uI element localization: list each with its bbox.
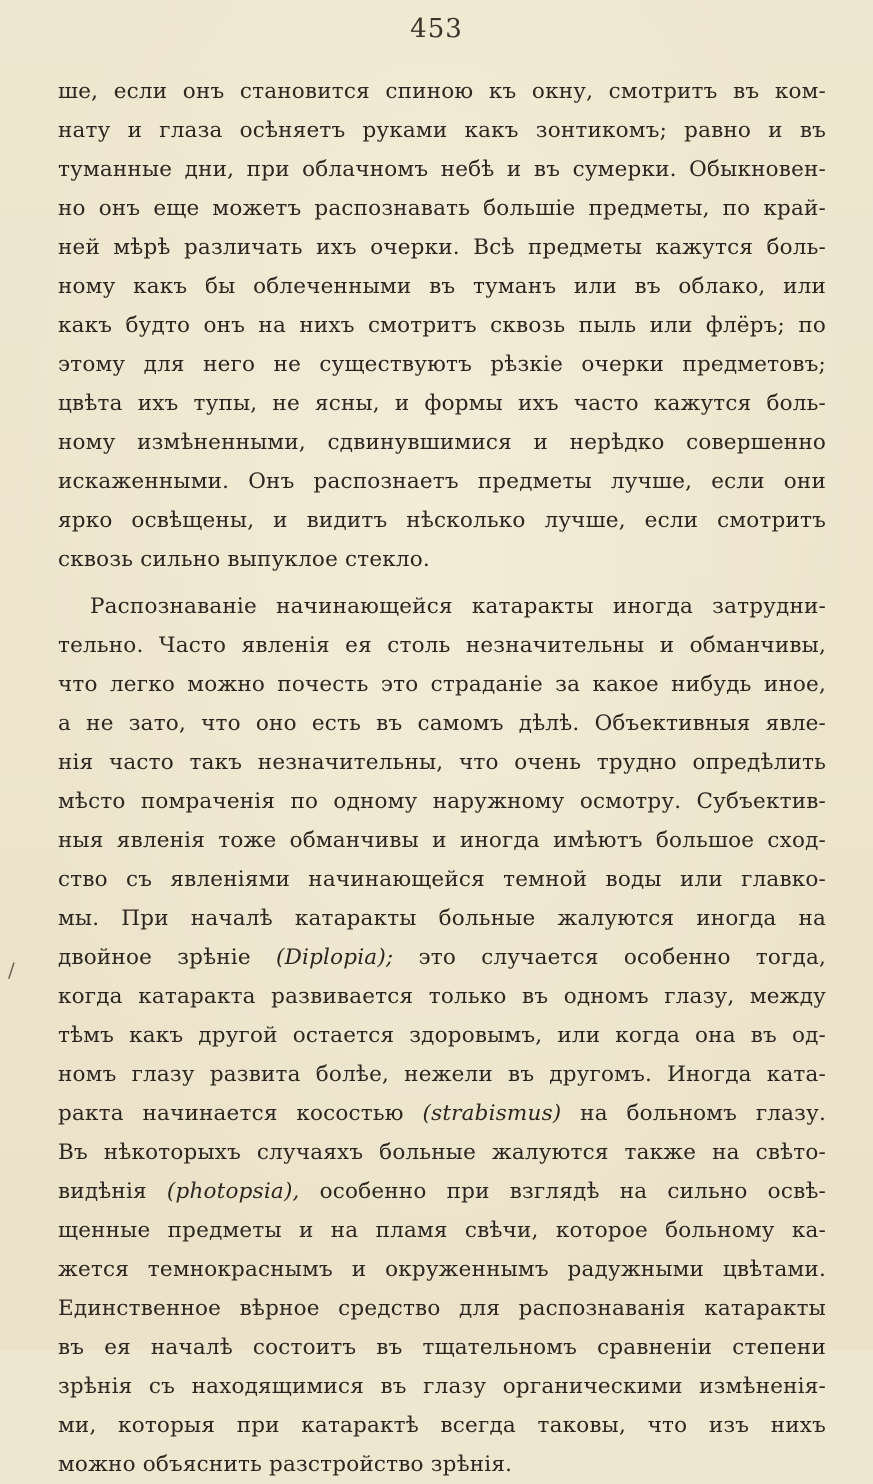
text-line: Въ нѣкоторыхъ случаяхъ больные жалуются также на свѣто- — [58, 1140, 826, 1165]
text-line: ному какъ бы облеченными въ туманъ или въ облако, или — [58, 274, 826, 299]
text-segment: особенно при взглядѣ на сильно освѣ- — [299, 1179, 827, 1204]
text-line: тѣмъ какъ другой остается здоровымъ, или когда она въ од- — [58, 1023, 826, 1048]
latin-term-photopsia: (photopsia), — [166, 1179, 300, 1204]
margin-pencil-mark: / — [8, 958, 15, 982]
text-line: номъ глазу развита болѣе, нежели въ другомъ. Иногда ката- — [58, 1062, 826, 1087]
text-segment: ракта начинается косостью — [58, 1101, 423, 1126]
text-segment: на больномъ глазу. — [561, 1101, 826, 1126]
text-segment: это случается особенно тогда, — [393, 945, 826, 970]
text-line: нату и глаза осѣняетъ руками какъ зонтикомъ; равно и въ — [58, 118, 826, 143]
text-line: въ ея началѣ состоитъ въ тщательномъ сравненіи степени — [58, 1335, 826, 1360]
text-line: мѣсто помраченія по одному наружному осмотру. Субъектив- — [58, 789, 826, 814]
text-line: жется темнокраснымъ и окруженнымъ радужными цвѣтами. — [58, 1257, 826, 1282]
text-line: ше, если онъ становится спиною къ окну, смотритъ въ ком- — [58, 79, 826, 104]
text-line: тельно. Часто явленія ея столь незначительны и обманчивы, — [58, 633, 826, 658]
body-text — [58, 72, 826, 1484]
text-line: когда катаракта развивается только въ одномъ глазу, между — [58, 984, 826, 1009]
text-line: Единственное вѣрное средство для распознаванія катаракты — [58, 1296, 826, 1321]
text-line: ней мѣрѣ различать ихъ очерки. Всѣ предметы кажутся боль- — [58, 235, 826, 260]
text-line-photopsia — [58, 1172, 826, 1211]
text-line: искаженными. Онъ распознаетъ предметы лучше, если они — [58, 469, 826, 494]
text-line: а не зато, что оно есть въ самомъ дѣлѣ. Объективныя явле- — [58, 711, 826, 736]
text-line: можно объяснить разстройство зрѣнія. — [58, 1452, 513, 1477]
text-line: сквозь сильно выпуклое стекло. — [58, 547, 430, 572]
text-line: туманные дни, при облачномъ небѣ и въ сумерки. Обыкновен- — [58, 157, 826, 182]
text-line-diplopia — [58, 938, 826, 977]
text-line: что легко можно почесть это страданіе за какое нибудь иное, — [58, 672, 826, 697]
page-number: 453 — [410, 14, 463, 44]
text-segment: двойное зрѣніе — [58, 945, 276, 970]
text-line: но онъ еще можетъ распознавать большіе предметы, по край- — [58, 196, 826, 221]
text-line-strabismus — [58, 1094, 826, 1133]
text-segment: видѣнія — [58, 1179, 167, 1204]
paragraph-2 — [58, 587, 826, 1484]
latin-term-diplopia: (Diplopia); — [275, 945, 394, 970]
text-line: щенные предметы и на пламя свѣчи, которое больному ка- — [58, 1218, 826, 1243]
latin-term-strabismus: (strabismus) — [422, 1101, 562, 1126]
text-line: мы. При началѣ катаракты больные жалуются иногда на — [58, 906, 826, 931]
paragraph-1 — [58, 72, 826, 579]
text-line: цвѣта ихъ тупы, не ясны, и формы ихъ часто кажутся боль- — [58, 391, 826, 416]
text-line: этому для него не существуютъ рѣзкіе очерки предметовъ; — [58, 352, 826, 377]
text-line: ярко освѣщены, и видитъ нѣсколько лучше, если смотритъ — [58, 508, 826, 533]
text-line: ство съ явленіями начинающейся темной воды или главко- — [58, 867, 826, 892]
text-line: зрѣнія съ находящимися въ глазу органическими измѣненія- — [58, 1374, 826, 1399]
text-line: ныя явленія тоже обманчивы и иногда имѣютъ большое сход- — [58, 828, 826, 853]
text-line: какъ будто онъ на нихъ смотритъ сквозь пыль или флёръ; по — [58, 313, 826, 338]
text-line: ми, которыя при катарактѣ всегда таковы, что изъ нихъ — [58, 1413, 826, 1438]
text-line: ному измѣненными, сдвинувшимися и нерѣдко совершенно — [58, 430, 826, 455]
text-line: Распознаваніе начинающейся катаракты иногда затрудни- — [90, 594, 826, 619]
text-line: нія часто такъ незначительны, что очень трудно опредѣлить — [58, 750, 826, 775]
